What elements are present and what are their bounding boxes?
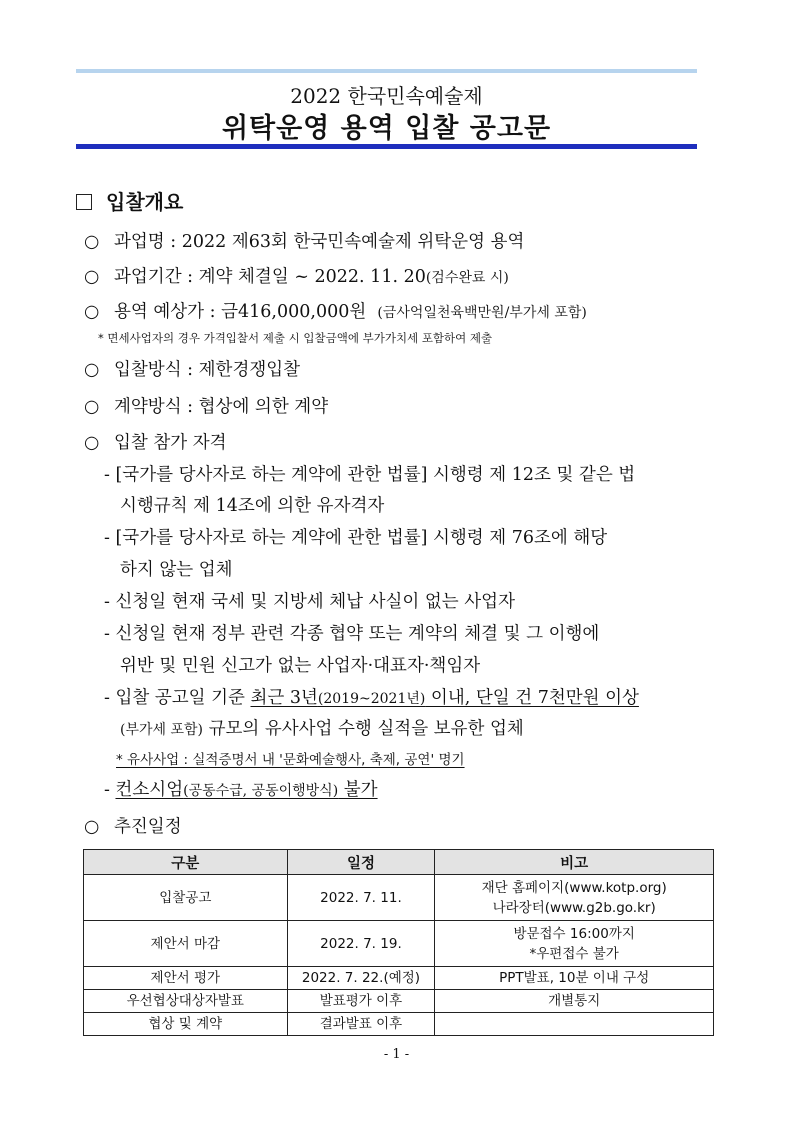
cell-category: 제안서 평가: [84, 967, 288, 990]
qualification-1-line-1: - [국가를 당사자로 하는 계약에 관한 법률] 시행령 제 12조 및 같은 법: [104, 465, 636, 485]
cell-note: 개별통지: [435, 990, 714, 1013]
circle-bullet-icon: ○: [84, 360, 100, 380]
item-note: (금사억일천육백만원/부가세 포함): [377, 305, 587, 321]
table-row: [84, 875, 714, 921]
column-header-date: 일정: [287, 850, 435, 875]
document-title: [76, 106, 697, 145]
q5-part-c: 이내, 단일 건 7천만원 이상: [425, 688, 639, 708]
item-text: 입찰 참가 자격: [114, 433, 227, 453]
section-title: 입찰개요: [106, 190, 184, 214]
q5-prefix: - 입찰 공고일 기준: [104, 688, 251, 708]
circle-bullet-icon: ○: [84, 433, 100, 453]
item-note: (검수완료 시): [425, 270, 509, 286]
note-line-1: 방문접수 16:00까지: [513, 925, 635, 942]
note-line-2: 나라장터(www.g2b.go.kr): [492, 899, 656, 916]
circle-bullet-icon: ○: [84, 302, 100, 322]
qualification-2-line-2: 하지 않는 업체: [120, 560, 233, 580]
item-text: 과업명 : 2022 제63회 한국민속예술제 위탁운영 용역: [114, 232, 525, 252]
qualification-5-line-1: [104, 684, 639, 709]
table-row: [84, 921, 714, 967]
table-row: [84, 990, 714, 1013]
item-text: 추진일정: [114, 817, 182, 837]
note-line-2: *우편접수 불가: [529, 945, 619, 962]
cell-date: 발표평가 이후: [287, 990, 435, 1013]
cell-category: 우선협상대상자발표: [84, 990, 288, 1013]
header-top-rule: [76, 69, 697, 73]
column-header-note: 비고: [435, 850, 714, 875]
item-schedule: [84, 813, 182, 838]
page-number: - 1 -: [383, 1047, 410, 1062]
cell-note: [435, 875, 714, 921]
q6-part-c: 불가: [338, 780, 378, 800]
qualification-3: - 신청일 현재 국세 및 지방세 체납 사실이 없는 사업자: [104, 592, 515, 612]
item-text: 용역 예상가 : 금416,000,000원: [114, 302, 367, 322]
q6-part-b: (공동수급, 공동이행방식): [183, 783, 339, 799]
section-heading: [76, 186, 183, 215]
qualification-1-line-2: 시행규칙 제 14조에 의한 유자격자: [120, 496, 385, 516]
table-row: [84, 967, 714, 990]
document-title-text: 위탁운영 용역 입찰 공고문: [222, 113, 551, 147]
cell-date: 2022. 7. 19.: [287, 921, 435, 967]
circle-bullet-icon: ○: [84, 232, 100, 252]
q5-part-a: 최근 3년: [250, 688, 318, 708]
table-row: [84, 1013, 714, 1036]
column-header-category: 구분: [84, 850, 288, 875]
table-header-row: [84, 850, 714, 875]
qualification-4-line-1: - 신청일 현재 정부 관련 각종 협약 또는 계약의 체결 및 그 이행에: [104, 624, 600, 644]
document-subtitle: 2022 한국민속예술제: [290, 84, 483, 108]
cell-category: 제안서 마감: [84, 921, 288, 967]
item-bid-method: [84, 356, 300, 381]
q6-part-a: 컨소시엄: [115, 780, 184, 800]
circle-bullet-icon: ○: [84, 267, 100, 287]
item-text: 과업기간 : 계약 체결일 ~ 2022. 11. 20: [114, 267, 426, 287]
item-project-name: [84, 228, 524, 253]
qualification-5-footnote: [116, 748, 465, 768]
header-bottom-rule: [76, 144, 697, 149]
cell-date: 2022. 7. 11.: [287, 875, 435, 921]
q5-rest: 규모의 유사사업 수행 실적을 보유한 업체: [203, 719, 524, 739]
qualification-5-line-2: [120, 715, 524, 740]
item-text: 계약방식 : 협상에 의한 계약: [114, 397, 329, 417]
qualification-2-line-1: - [국가를 당사자로 하는 계약에 관한 법률] 시행령 제 76조에 해당: [104, 528, 608, 548]
cell-category: 입찰공고: [84, 875, 288, 921]
cell-category: 협상 및 계약: [84, 1013, 288, 1036]
q5-footnote-text: * 유사사업 : 실적증명서 내 '문화예술행사, 축제, 공연' 명기: [116, 752, 465, 768]
item-text: 입찰방식 : 제한경쟁입찰: [114, 360, 301, 380]
qualification-6: [104, 776, 378, 801]
cell-note: PPT발표, 10분 이내 구성: [435, 967, 714, 990]
circle-bullet-icon: ○: [84, 817, 100, 837]
schedule-table: [83, 849, 714, 1036]
q5-small: (부가세 포함): [120, 722, 203, 738]
q6-underlined: [115, 780, 377, 800]
q5-part-b: (2019~2021년): [317, 691, 426, 707]
cell-date: 2022. 7. 22.(예정): [287, 967, 435, 990]
q6-prefix: -: [104, 780, 116, 800]
circle-bullet-icon: ○: [84, 397, 100, 417]
checkbox-square-icon: [76, 194, 92, 210]
cell-note: [435, 921, 714, 967]
item-contract-method: [84, 393, 328, 418]
cell-date: 결과발표 이후: [287, 1013, 435, 1036]
qualification-4-line-2: 위반 및 민원 신고가 없는 사업자·대표자·책임자: [120, 656, 481, 676]
note-line-1: 재단 홈페이지(www.kotp.org): [481, 879, 667, 896]
item-qualification: [84, 429, 227, 454]
price-footnote: * 면세사업자의 경우 가격입찰서 제출 시 입찰금액에 부가가치세 포함하여 제출: [98, 331, 493, 345]
q5-underlined: [251, 688, 639, 708]
cell-note: [435, 1013, 714, 1036]
item-period: [84, 263, 509, 288]
item-price: [84, 298, 587, 323]
